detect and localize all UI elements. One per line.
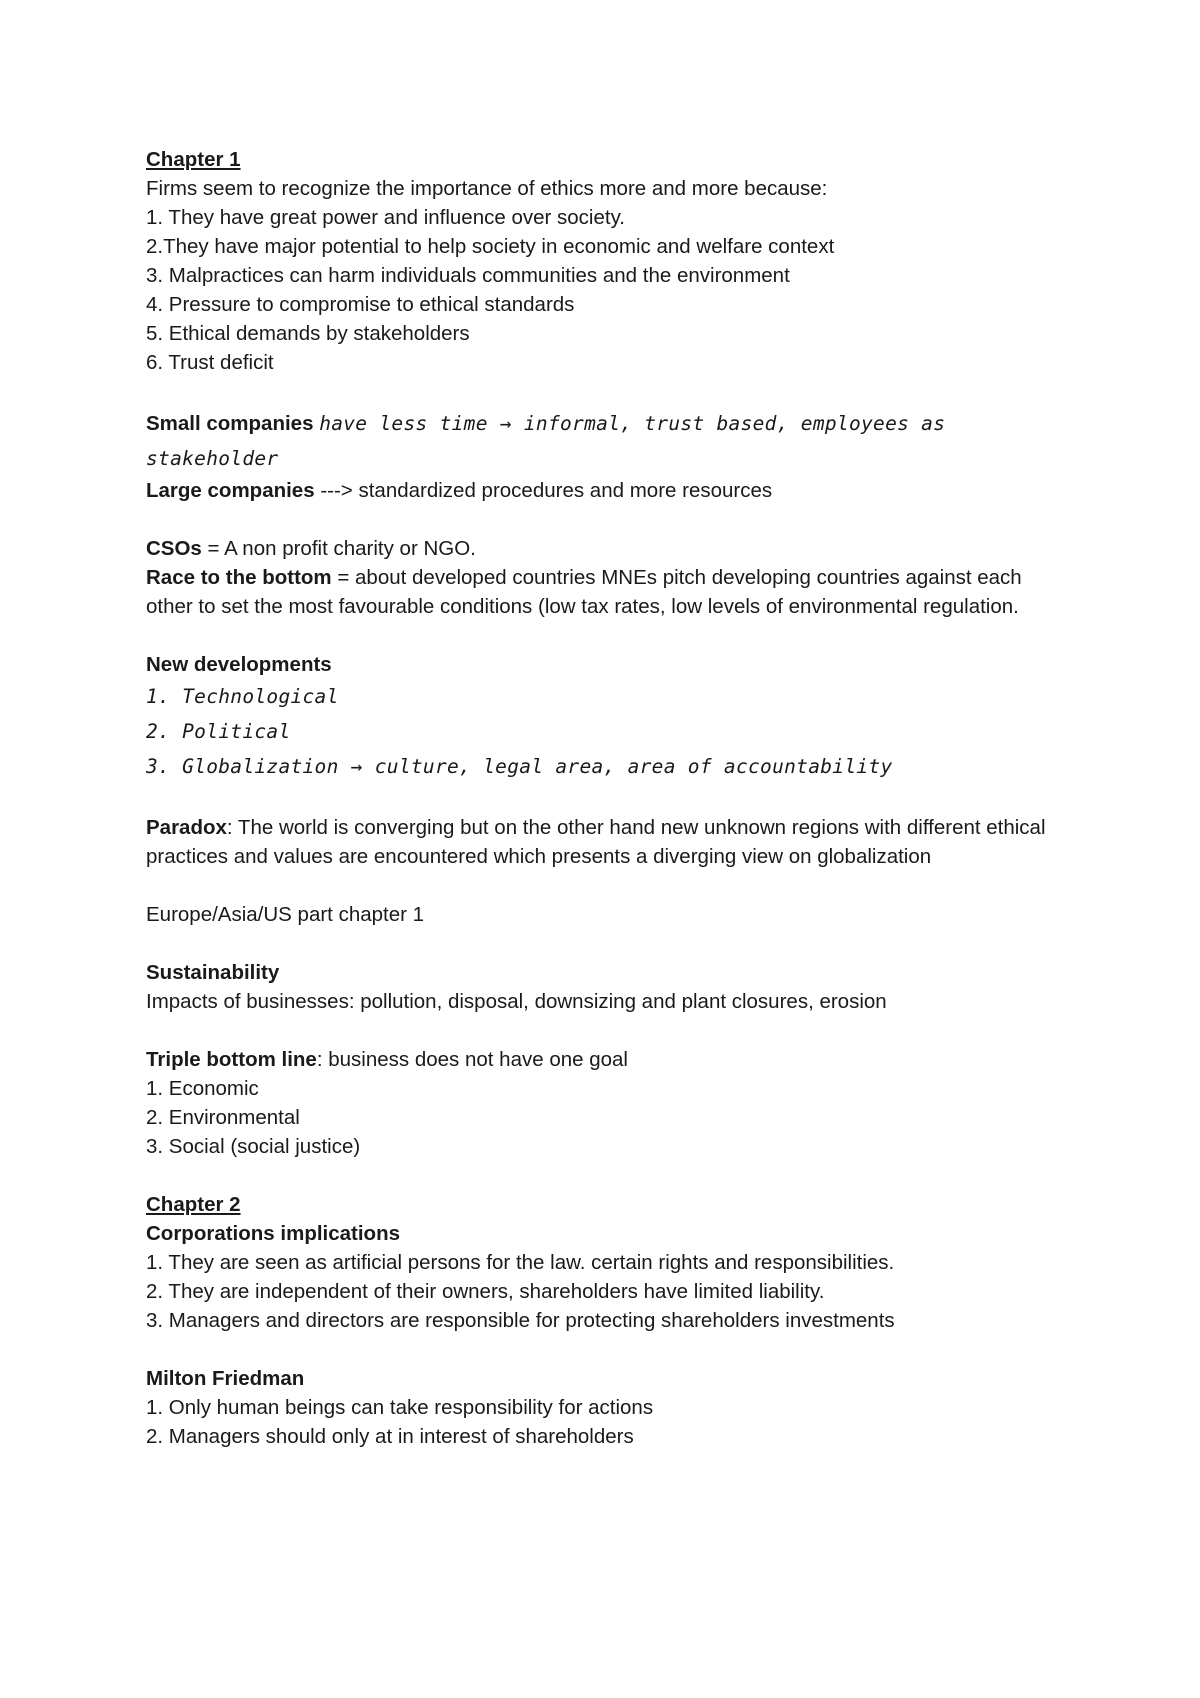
small-companies-term: Small companies xyxy=(146,412,314,435)
reason-item: 2.They have major potential to help society in economic and welfare context xyxy=(146,235,835,258)
spacer xyxy=(146,871,1066,900)
spacer xyxy=(146,621,1066,650)
spacer xyxy=(146,1335,1066,1364)
spacer xyxy=(146,1016,1066,1045)
sustainability-text: Impacts of businesses: pollution, disposal, downsizing and plant closures, erosion xyxy=(146,990,887,1013)
paradox-text: : The world is converging but on the other hand new unknown regions with different ethical practices and values are encountered which presents a diverging view on globalization xyxy=(146,816,1046,868)
reason-item: 4. Pressure to compromise to ethical standards xyxy=(146,293,575,316)
race-text: = about developed countries MNEs pitch developing countries against each other to set the most favourable conditions (low tax rates, low levels of environmental regulation. xyxy=(146,566,1022,618)
spacer xyxy=(146,377,1066,406)
spacer xyxy=(146,505,1066,534)
friedman-heading: Milton Friedman xyxy=(146,1367,305,1390)
small-companies-text: have less time → informal, trust based, employees as xyxy=(319,412,946,435)
development-item: 2. Political xyxy=(146,720,291,743)
race-term: Race to the bottom xyxy=(146,566,332,589)
corporations-heading: Corporations implications xyxy=(146,1222,400,1245)
large-companies-line xyxy=(146,476,1066,505)
triple-bottom-line-text: : business does not have one goal xyxy=(316,1048,628,1071)
triple-bottom-line-term: Triple bottom line xyxy=(146,1048,317,1071)
goal-item: 2. Environmental xyxy=(146,1106,300,1129)
small-companies-continuation: stakeholder xyxy=(146,447,279,470)
csos-text: = A non profit charity or NGO. xyxy=(207,537,476,560)
sustainability-heading: Sustainability xyxy=(146,961,280,984)
reason-item: 6. Trust deficit xyxy=(146,351,274,374)
paradox-term: Paradox xyxy=(146,816,227,839)
csos-term: CSOs xyxy=(146,537,202,560)
goal-item: 3. Social (social justice) xyxy=(146,1135,361,1158)
corporation-item: 3. Managers and directors are responsible for protecting shareholders investments xyxy=(146,1309,895,1332)
reason-item: 5. Ethical demands by stakeholders xyxy=(146,322,470,345)
development-item: 1. Technological xyxy=(146,685,339,708)
corporation-item: 2. They are independent of their owners, shareholders have limited liability. xyxy=(146,1280,825,1303)
spacer xyxy=(146,784,1066,813)
large-companies-text: ---> standardized procedures and more resources xyxy=(320,479,773,502)
chapter-2-heading: Chapter 2 xyxy=(146,1193,241,1216)
triple-bottom-line xyxy=(146,1045,1066,1074)
csos-line xyxy=(146,534,1066,563)
friedman-item: 1. Only human beings can take responsibility for actions xyxy=(146,1396,654,1419)
chapter-1-intro: Firms seem to recognize the importance of ethics more and more because: xyxy=(146,177,828,200)
small-companies-line xyxy=(146,406,1066,441)
reason-item: 1. They have great power and influence over society. xyxy=(146,206,625,229)
europe-note: Europe/Asia/US part chapter 1 xyxy=(146,903,425,926)
paradox-paragraph xyxy=(146,813,1066,871)
corporation-item: 1. They are seen as artificial persons for the law. certain rights and responsibilities. xyxy=(146,1251,895,1274)
spacer xyxy=(146,929,1066,958)
large-companies-term: Large companies xyxy=(146,479,315,502)
document-body xyxy=(146,145,1066,1451)
reason-item: 3. Malpractices can harm individuals communities and the environment xyxy=(146,264,790,287)
new-developments-heading: New developments xyxy=(146,653,332,676)
chapter-1-heading: Chapter 1 xyxy=(146,148,241,171)
development-item: 3. Globalization → culture, legal area, area of accountability xyxy=(146,755,893,778)
race-to-bottom-paragraph xyxy=(146,563,1066,621)
spacer xyxy=(146,1161,1066,1190)
friedman-item: 2. Managers should only at in interest of shareholders xyxy=(146,1425,634,1448)
goal-item: 1. Economic xyxy=(146,1077,259,1100)
